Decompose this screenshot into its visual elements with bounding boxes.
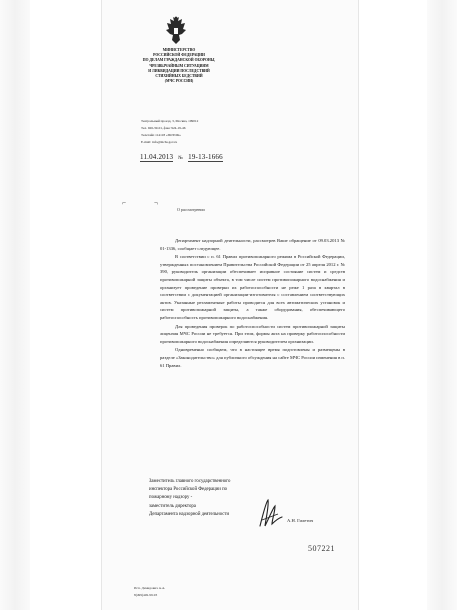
letter-body [160,237,345,369]
header-line: И ЛИКВИДАЦИИ ПОСЛЕДСТВИЙ [148,68,210,73]
reference-number: 19-13-1666 [188,153,223,161]
ministry-header [134,48,224,84]
signatory-title [149,478,245,519]
header-line: РОССИЙСКОЙ ФЕДЕРАЦИИ [153,53,205,58]
signatory-line: пожарному надзору - [149,495,193,501]
body-paragraph: Для проведения проверок по работоспособности систем противопожарной защиты лицензия МЧС России не требуется. При этом, формы акта на проверку работоспособности противопожарного водоснабжения определяются руководителем организации. [160,323,345,344]
address-line: Телетайп 114118 «ПОТОК» [141,133,181,137]
header-line: МИНИСТЕРСТВО [162,48,196,52]
header-line: (МЧС РОССИИ) [164,79,194,84]
document-reference [140,153,223,162]
handwritten-signature-icon [256,496,284,532]
executor-info [134,585,165,599]
signatory-line: инспектора Российской Федерации по [149,487,228,493]
executor-line: Исп. Демидович А.А. [134,586,166,590]
document-page [101,0,359,610]
address-line: Тел. 926-39-01, факс 924-19-46 [141,126,186,130]
address-line: Театральный проезд, 3, Москва, 109012 [141,119,199,123]
executor-line: 8(499)449-99-93 [134,593,158,597]
body-paragraph: Департамент надзорной деятельности, рассмотрев Ваше обращение от 09.03.2013 № 01-1336, сообщает следующее. [160,238,345,251]
address-line: E-mail: info@mchs.gov.ru [141,140,178,144]
body-paragraph: Одновременно сообщаем, что в настоящее время подготовлены и размещены в разделе «Законодательство» для публичного обсуждения на сайте МЧС России изменения в п. 61 Правил. [160,347,345,368]
page-background-right [427,0,457,610]
ministry-address [141,118,223,146]
reference-date: 11.04.2013 [140,153,174,161]
signatory-line: заместитель директора [149,503,196,509]
recipient-field: О рассмотрении [177,207,205,212]
signatory-line: Департамента надзорной деятельности [149,511,230,517]
address-bracket-top-left: ⌐ [122,199,126,207]
signatory-line: Заместитель главного государственного [149,479,231,484]
registration-stamp: 507221 [308,544,335,553]
address-bracket-top-right: ¬ [154,199,158,207]
header-line: ПО ДЕЛАМ ГРАЖДАНСКОЙ ОБОРОНЫ, [142,58,216,63]
header-line: СТИХИЙНЫХ БЕДСТВИЙ [155,74,203,79]
signatory-name: А.Н. Гилетич [287,518,314,523]
page-background-left [0,0,30,610]
reference-number-label: № [178,156,184,161]
coat-of-arms-icon [164,16,188,46]
header-line: ЧРЕЗВЫЧАЙНЫМ СИТУАЦИЯМ [149,63,209,68]
body-paragraph: В соответствии с п. 61 Правил противопожарного режима в Российской Федерации, утвержденных постановлением Правительства Российской Федерации от 25 апреля 2012 г. № 390, руководитель организации обеспечивает исправное состояние систем и средств противопожарной защиты объекта, в том числе систем противопожарного водоснабжения и организует проведение проверки их работоспособности не реже 1 раза в квартал в соответствии с документацией организации-изготовителя с составлением соответствующих актов. Указанные регламентные работы проводятся для всех автоматических установок и систем противопожарной защиты, а также оборудования, обеспечивающего работоспособность противопожарного водоснабжения. [160,254,345,320]
